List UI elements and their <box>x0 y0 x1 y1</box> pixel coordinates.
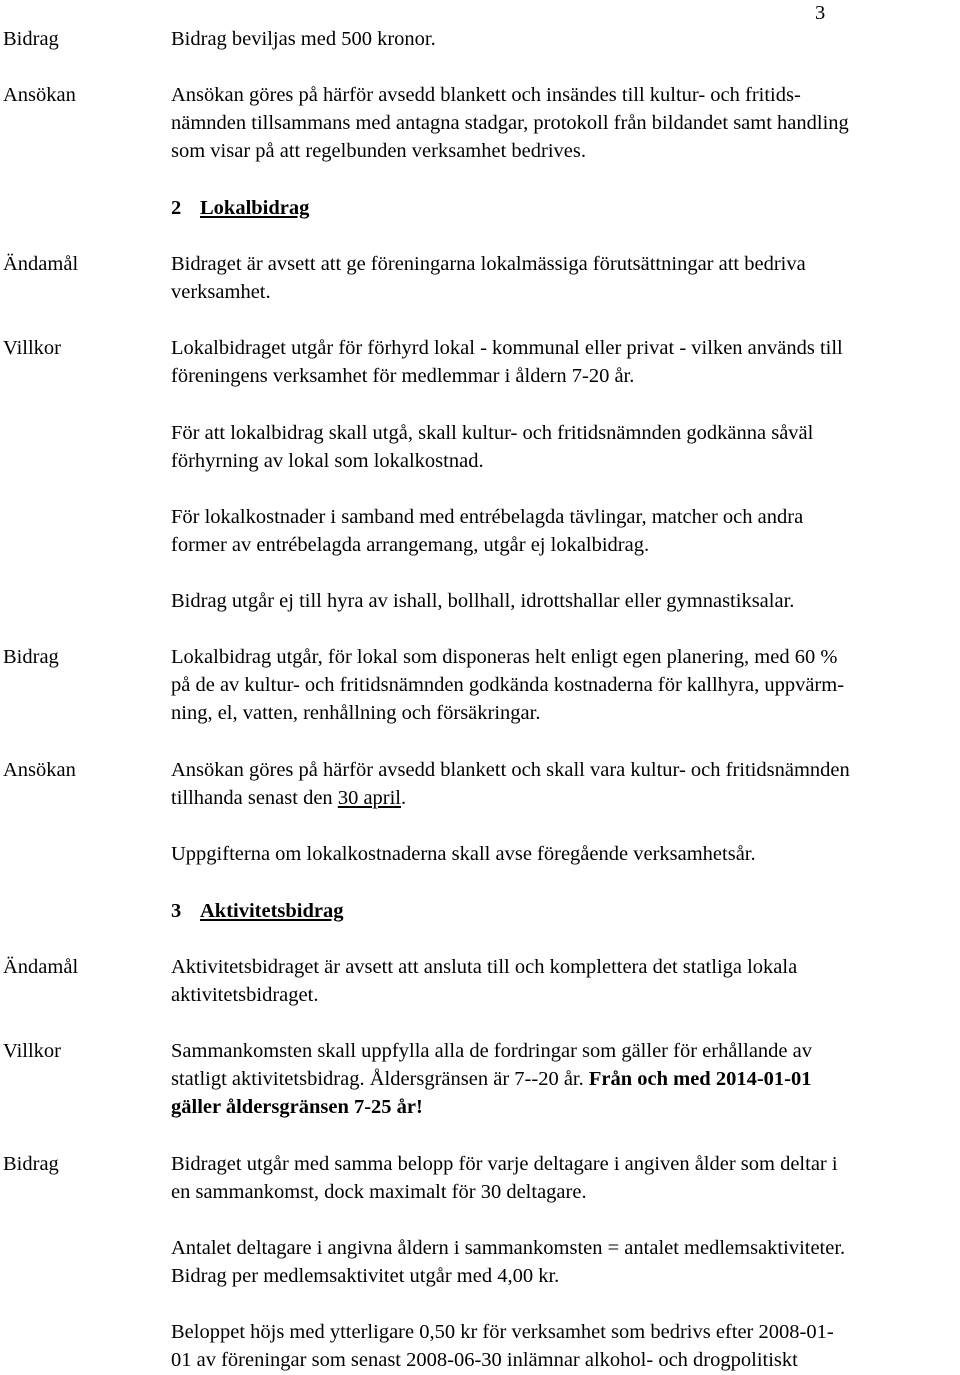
antalet-text <box>171 1234 960 1290</box>
text-line: Ansökan göres på härför avsedd blankett och insändes till kultur- och fritids- <box>171 84 801 106</box>
text-line: nämnden tillsammans med antagna stadgar, protokoll från bildandet samt handling <box>171 112 849 134</box>
bidrag-text <box>171 25 960 53</box>
heading-number: 2 <box>171 197 182 219</box>
ansokan-text <box>171 81 960 165</box>
text-line: Bidrag beviljas med 500 kronor. <box>171 28 436 50</box>
text-line: förhyrning av lokal som lokalkostnad. <box>171 450 484 472</box>
deadline-date: 30 april <box>337 787 402 809</box>
text-line: Beloppet höjs med ytterligare 0,50 kr för verksamhet som bedrivs efter 2008-01- <box>171 1321 834 1343</box>
label-bidrag: Bidrag <box>3 646 59 668</box>
text-line: föreningens verksamhet för medlemmar i åldern 7-20 år. <box>171 365 635 387</box>
andamal-text <box>171 953 960 1009</box>
text-line <box>171 784 960 812</box>
text-line: Bidraget är avsett att ge föreningarna lokalmässiga förutsättningar att bedriva <box>171 253 806 275</box>
label-bidrag: Bidrag <box>3 28 59 50</box>
text-line: en sammankomst, dock maximalt för 30 deltagare. <box>171 1181 587 1203</box>
text-line: aktivitetsbidraget. <box>171 984 319 1006</box>
section-heading-lokalbidrag <box>171 194 309 222</box>
text-line: För lokalkostnader i samband med entrébelagda tävlingar, matcher och andra <box>171 506 804 528</box>
text-line: Lokalbidraget utgår för förhyrd lokal - kommunal eller privat - vilken används till <box>171 337 843 359</box>
page-number: 3 <box>815 2 826 24</box>
text-line: Bidrag per medlemsaktivitet utgår med 4,00 kr. <box>171 1265 560 1287</box>
bidrag-text <box>171 1150 960 1206</box>
text-segment: . <box>401 787 407 809</box>
uppgifterna-text <box>171 840 960 868</box>
heading-title: Aktivitetsbidrag <box>200 900 344 922</box>
label-ansokan: Ansökan <box>3 759 76 781</box>
text-line: Lokalbidrag utgår, för lokal som disponeras helt enligt egen planering, med 60 % <box>171 646 838 668</box>
beloppet-text <box>171 1318 960 1374</box>
text-segment: statligt aktivitetsbidrag. Åldersgränsen är 7--20 år. <box>171 1068 589 1090</box>
ansokan-text <box>171 756 960 812</box>
villkor-text-1 <box>171 334 960 390</box>
villkor-text <box>171 1037 960 1121</box>
villkor-text-3 <box>171 503 960 559</box>
heading-number: 3 <box>171 900 182 922</box>
label-andamal: Ändamål <box>3 956 79 978</box>
text-line: som visar på att regelbunden verksamhet bedrives. <box>171 140 586 162</box>
text-line: För att lokalbidrag skall utgå, skall kultur- och fritidsnämnden godkänna såväl <box>171 422 814 444</box>
text-line: Uppgifterna om lokalkostnaderna skall avse föregående verksamhetsår. <box>171 843 756 865</box>
section-heading-aktivitetsbidrag <box>171 897 344 925</box>
label-villkor: Villkor <box>3 337 61 359</box>
text-line: Bidrag utgår ej till hyra av ishall, bollhall, idrottshallar eller gymnastiksalar. <box>171 590 795 612</box>
label-andamal: Ändamål <box>3 253 79 275</box>
bidrag-text <box>171 643 960 727</box>
age-limit-notice: gäller åldersgränsen 7-25 år! <box>171 1096 423 1118</box>
text-segment: tillhanda senast den <box>171 787 338 809</box>
text-line: Aktivitetsbidraget är avsett att ansluta till och komplettera det statliga lokala <box>171 956 798 978</box>
villkor-text-2 <box>171 419 960 475</box>
text-line: ning, el, vatten, renhållning och försäkringar. <box>171 702 541 724</box>
label-ansokan: Ansökan <box>3 84 76 106</box>
text-line: former av entrébelagda arrangemang, utgår ej lokalbidrag. <box>171 534 650 556</box>
heading-title: Lokalbidrag <box>200 197 310 219</box>
andamal-text <box>171 250 960 306</box>
text-line <box>171 1065 960 1093</box>
age-limit-notice: Från och med 2014-01-01 <box>588 1068 812 1090</box>
text-line: 01 av föreningar som senast 2008-06-30 inlämnar alkohol- och drogpolitiskt <box>171 1349 798 1371</box>
text-line: Sammankomsten skall uppfylla alla de fordringar som gäller för erhållande av <box>171 1040 812 1062</box>
text-line: Ansökan göres på härför avsedd blankett och skall vara kultur- och fritidsnämnden <box>171 759 850 781</box>
label-bidrag: Bidrag <box>3 1153 59 1175</box>
villkor-text-4 <box>171 587 960 615</box>
text-line: på de av kultur- och fritidsnämnden godkända kostnaderna för kallhyra, uppvärm- <box>171 674 845 696</box>
text-line: Bidraget utgår med samma belopp för varje deltagare i angiven ålder som deltar i <box>171 1153 838 1175</box>
label-villkor: Villkor <box>3 1040 61 1062</box>
text-line: verksamhet. <box>171 281 271 303</box>
text-line: Antalet deltagare i angivna åldern i sammankomsten = antalet medlemsaktiviteter. <box>171 1237 846 1259</box>
